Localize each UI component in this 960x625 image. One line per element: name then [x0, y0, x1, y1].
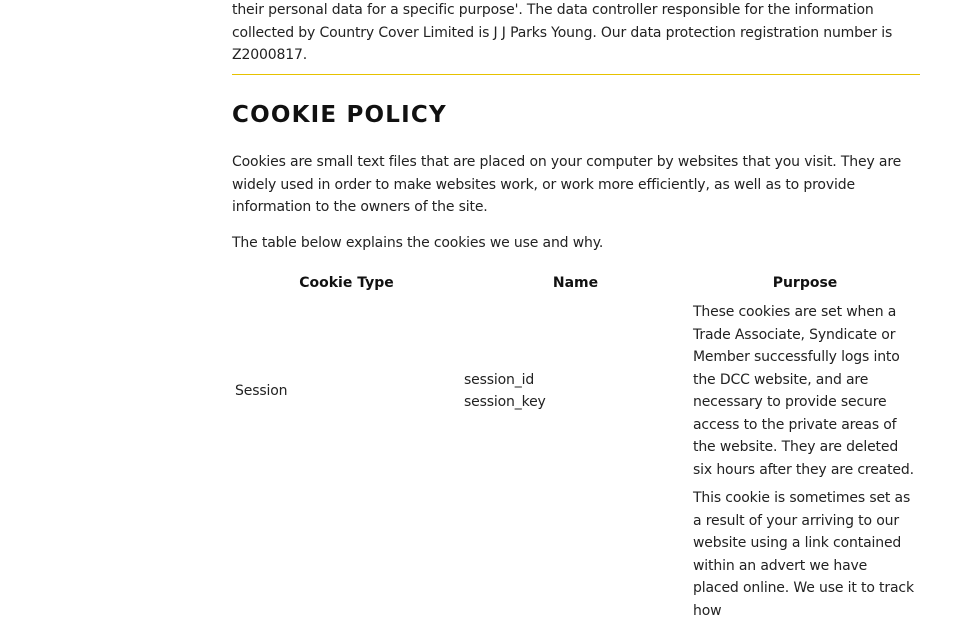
intro-paragraph: their personal data for a specific purpose'. The data controller responsible for the information collected by Country Cover Limited is J J Parks Young. Our data protection registration number is Z2000817. — [232, 2, 893, 63]
cookie-table — [232, 272, 920, 625]
cookie-purpose-cell: These cookies are set when a Trade Associate, Syndicate or Member successfully logs into the DCC website, and are necessary to provide secure access to the private areas of the website. They are deleted six hours after they are created. — [693, 304, 914, 478]
cookie-name-cell — [461, 298, 690, 484]
section-divider — [232, 74, 920, 75]
cookie-name-cell — [461, 484, 690, 625]
cookie-purpose-cell: This cookie is sometimes set as a result of your arriving to our website using a link contained within an advert we have placed online. We use it to track how — [693, 490, 914, 619]
cookie-description: Cookies are small text files that are placed on your computer by websites that you visit. They are widely used in order to make websites work, or work more efficiently, as well as to provide information to the owners of the site. — [232, 154, 902, 215]
page-title: COOKIE POLICY — [232, 102, 447, 128]
table-row — [232, 298, 920, 484]
header-cookie-type: Cookie Type — [299, 275, 394, 291]
header-name: Name — [552, 275, 599, 291]
cookie-name: session_id — [464, 371, 535, 388]
table-intro: The table below explains the cookies we use and why. — [232, 235, 604, 251]
cookie-type-cell — [232, 484, 461, 625]
header-purpose: Purpose — [772, 275, 838, 291]
cookie-type-cell: Session — [235, 382, 288, 399]
cookie-name: session_key — [464, 394, 546, 410]
table-header-row — [232, 272, 920, 298]
table-row — [232, 484, 920, 625]
